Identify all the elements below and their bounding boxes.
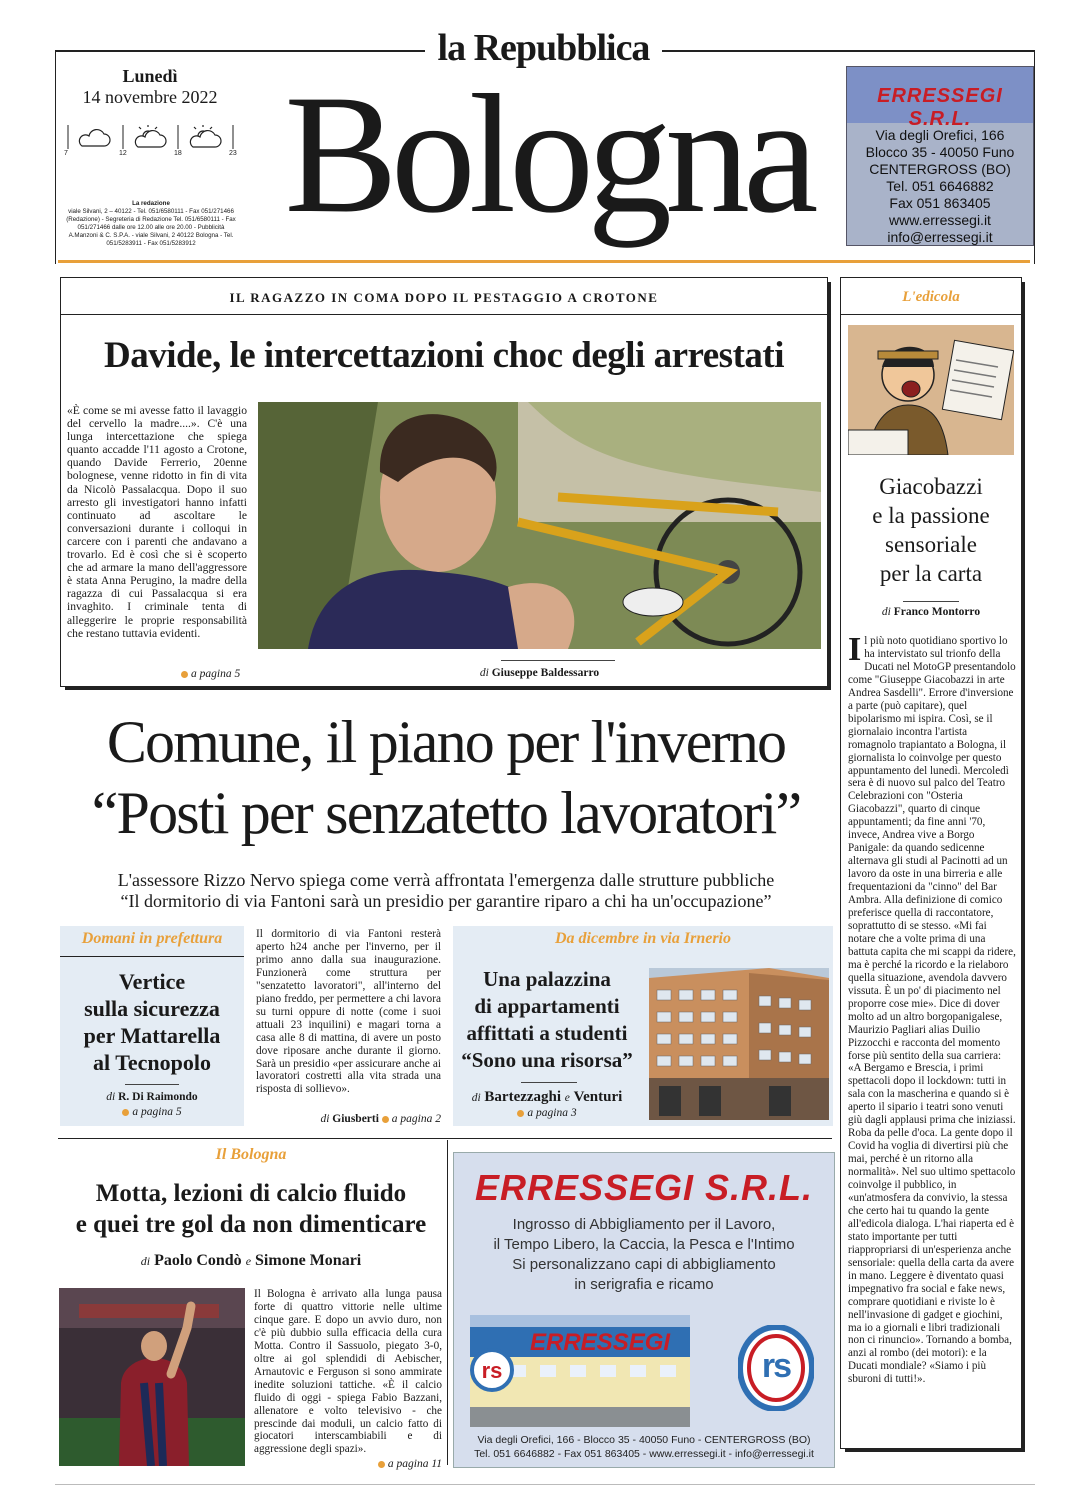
ad-top-line: Via degli Orefici, 166 xyxy=(875,127,1005,143)
byline-prefix: di xyxy=(106,1091,116,1103)
ad-bottom-line: Si personalizzano capi di abbigliamento xyxy=(512,1256,776,1273)
temp-4: 23 xyxy=(229,150,237,157)
ad-bottom-footer-line: Via degli Orefici, 166 - Blocco 35 - 40050 Funo - CENTERGROSS (BO) xyxy=(477,1434,811,1446)
city-title: Bologna xyxy=(284,60,812,248)
irnerio-box xyxy=(453,926,833,1126)
irnerio-headline-line: Una palazzina xyxy=(483,967,611,991)
byline-prefix: di xyxy=(471,1092,481,1104)
bologna-byline xyxy=(58,1252,444,1270)
date-block xyxy=(60,66,240,108)
ad-bottom-brand: ERRESSEGI S.R.L. xyxy=(474,1167,814,1208)
bullet-icon xyxy=(122,1109,129,1116)
bologna-headline[interactable] xyxy=(58,1178,444,1240)
edicola-headline-line: Giacobazzi xyxy=(879,474,983,499)
edicola-author: Franco Montorro xyxy=(893,606,981,618)
irnerio-author-2: Venturi xyxy=(573,1089,623,1105)
date: 14 novembre 2022 xyxy=(82,87,218,107)
cloud-icon xyxy=(79,130,110,146)
bullet-icon xyxy=(517,1110,524,1117)
ad-bottom-lines xyxy=(454,1215,834,1295)
edicola-body-text: l più noto quotidiano sportivo lo ha intervistato sul trionfo della Ducati nel MotoGP presentandolo come "Giuseppe Giacobazzi in arte Andrea Sasdelli". Errore d'inversione a parte (può capitare), quel bipolarismo mi ispira. Così, se il giornalaio incontra l'artista romagnolo trapiantato a Bologna, il giornalista lo coinvolge per questo appuntamento del lunedì. Mercoledì sera è di nuovo sul palco del Teatro Celebrazioni con "Osteria Giacobazzi", quarto di cinque appuntamenti; da fine anni '70, invece, Andrea vive a Borgo Panigale: da quando sedicenne alternava gli studi al Pacinotti ad un lavoro da oste in una birreria e alle frequentazioni da "cinno" del Bar Ambra. Alla definizione di comico preferisce quella di raccontatore, soprattutto di se stesso. «Mi fai notare che a volte prima di una battuta capita che mi scappi da ridere, ma è perché la ricordo e la rielaboro quella situazione, avendola davvero vissuta. È un po' di piacimento nel proporre cose mie». Dice di dover molto ad un altro borgopanigalese, Maurizio Pagliari alias Duilio Pizzocchi e racconta del momento forse più sentito della sua carriera: «A Bergamo e Brescia, i primi spettacoli dopo il lockdown: tutti in sala con la mascherina e quando si è aperto il sipario i teatri sono venuti giù dagli applausi prima che iniziassi. Roba da pelle d'oca. La gente dopo il Covid ha voglia di divertirsi più che mai, perché è un ritorno alla normalità». Nel suo ultimo spettacolo coinvolge il pubblico, in «un'atmosfera da convivio, la stessa che certo hai tu quando la gente all'edicola dialoga. L'hai riaperta ed è stato importante per tutti riappropriarsi di un'esperienza anche sensoriale: quella della carta da avere in mano. Leggere è diventato quasi impegnativo fra social e fake news, comprare quotidiani e riviste lo è nell'invasione di gadget e giochini, ma io a giornali e libri tradizionali non ci rinuncio». Tornando a bomba, anzi al rombo (dei motori): e la Ducati mondiale? «Siamo i più sburoni di tutti!». xyxy=(848,635,1016,1386)
redazione-box xyxy=(64,200,238,248)
ad-bottom-logo-text: rs xyxy=(761,1347,791,1385)
irnerio-headline-line: affittati a studenti xyxy=(466,1021,628,1045)
prefettura-headline[interactable] xyxy=(60,968,244,1076)
dormitorio-author: Giusberti xyxy=(332,1113,379,1125)
irnerio-author-1: Bartezzaghi xyxy=(484,1089,562,1105)
edicola-illustration xyxy=(848,325,1014,455)
ad-top-brand: ERRESSEGI S.R.L. xyxy=(877,85,1003,130)
bullet-icon xyxy=(382,1116,389,1123)
byline-prefix: di xyxy=(479,667,489,679)
sun-cloud-icon xyxy=(190,125,221,147)
prefettura-headline-line: Vertice xyxy=(118,969,186,994)
prefettura-page-ref[interactable] xyxy=(60,1106,244,1118)
lead-page-ref[interactable] xyxy=(181,668,240,680)
lead-headline[interactable]: Davide, le intercettazioni choc degli arrestati xyxy=(103,335,784,376)
lead-page-ref-label: a pagina 5 xyxy=(191,668,241,680)
ad-bottom-logo xyxy=(738,1325,814,1411)
dormitorio-page-ref-label: a pagina 2 xyxy=(391,1113,441,1125)
dropcap: I xyxy=(848,631,862,668)
prefettura-headline-line: per Mattarella xyxy=(83,1023,221,1048)
irnerio-headline[interactable] xyxy=(453,966,641,1074)
ad-bottom-footer-line: Tel. 051 6646882 - Fax 051 863405 - www.erressegi.it - info@erressegi.it xyxy=(474,1448,814,1460)
main-subhead-line: L'assessore Rizzo Nervo spiega come verrà affrontata l'emergenza dalle strutture pubbliche xyxy=(117,870,775,890)
main-subhead-line: “Il dormitorio di via Fantoni sarà un presidio per garantire riparo a chi ha un'occupazione” xyxy=(120,891,772,911)
main-headline-line-2: “Posti per senzatetto lavoratori” xyxy=(91,780,801,846)
irnerio-kicker: Da dicembre in via Irnerio xyxy=(555,930,731,947)
dormitorio-byline xyxy=(256,1113,441,1125)
weather-strip xyxy=(64,125,242,161)
ad-top[interactable] xyxy=(846,66,1034,246)
temp-1: 7 xyxy=(64,150,68,157)
ad-top-line: Tel. 051 6646882 xyxy=(886,178,994,194)
bologna-fc-section xyxy=(58,1140,444,1470)
byline-prefix: di xyxy=(320,1113,330,1125)
dormitorio-body: Il dormitorio di via Fantoni resterà aperto h24 anche per l'inverno, per il primo anno dalla sua inaugurazione. Funzionerà come struttura per "senzatetto lavoratori", all'interno del piano freddo, per permettere a chi lavora su turni oppure di notte (come i suoi attuali 23 inquilini) e magari torna a casa alle 8 di mattina, di avere un posto dove riposare anche durante il giorno. Sarà un presidio «per assicurare anche ai lavoratori costretti alla vita strada una risposta di sollievo». xyxy=(256,928,441,1096)
temp-3: 18 xyxy=(174,150,182,157)
lead-byline xyxy=(258,667,821,679)
svg-text:rs: rs xyxy=(481,1358,503,1383)
ad-bottom-building-sign: ERRESSEGI xyxy=(530,1329,671,1356)
prefettura-byline xyxy=(60,1091,244,1103)
lead-box xyxy=(60,277,828,687)
prefettura-kicker: Domani in prefettura xyxy=(81,930,223,947)
main-subhead xyxy=(55,870,837,912)
bologna-headline-line: Motta, lezioni di calcio fluido xyxy=(95,1180,407,1207)
bologna-page-ref-label: a pagina 11 xyxy=(387,1458,442,1470)
bologna-kicker: Il Bologna xyxy=(215,1146,287,1163)
byline-prefix: di xyxy=(881,606,891,618)
edicola-headline-line: per la carta xyxy=(879,561,983,586)
ad-bottom-footer xyxy=(454,1433,834,1461)
prefettura-author: R. Di Raimondo xyxy=(118,1091,198,1103)
ad-top-line: CENTERGROSS (BO) xyxy=(869,161,1011,177)
irnerio-photo xyxy=(649,968,829,1120)
bologna-photo xyxy=(59,1288,245,1466)
irnerio-byline xyxy=(453,1089,641,1106)
edicola-headline-line: e la passione xyxy=(872,503,990,528)
ad-top-line: www.erressegi.it xyxy=(889,212,991,228)
irnerio-headline-line: “Sono una risorsa” xyxy=(461,1048,633,1072)
bullet-icon xyxy=(181,671,188,678)
prefettura-headline-line: al Tecnopolo xyxy=(93,1050,211,1075)
lead-body: «È come se mi avesse fatto il lavaggio del cervello la madre....». C'è una lunga intercettazione che spiega quanto accadde l'11 agosto a Crotone, quando Davide Ferrerio, 20enne bolognese, venne ridotto in fin di vita da Nicolò Passalacqua. Dopo il suo arresto gli investigatori hanno infatti continuato ad ascoltare le conversazioni durante i colloqui in carcere con i parenti che andavano a trovarlo. Ed è così che si è scoperto che ad armare la mano dell'aggressore è stata Anna Perugino, la madre della ragazza di cui Passalacqua si era invaghito. I criminale tenta di alleggerire le proprie responsabilità che restano tuttavia evidenti. xyxy=(67,404,247,640)
bullet-icon xyxy=(378,1461,385,1468)
redazione-title: La redazione xyxy=(132,200,170,207)
weekday: Lunedì xyxy=(122,66,178,86)
temp-2: 12 xyxy=(119,150,127,157)
prefettura-box xyxy=(60,926,244,1126)
irnerio-headline-line: di appartamenti xyxy=(474,994,620,1018)
bologna-author-2: Simone Monari xyxy=(255,1252,362,1269)
ad-top-line: info@erressegi.it xyxy=(887,229,993,245)
ad-bottom-line: in serigrafia e ricamo xyxy=(574,1276,714,1293)
main-headline[interactable] xyxy=(55,707,837,849)
redazione-text: viale Silvani, 2 – 40122 - Tel. 051/6580111 - Fax 051/271466 (Redazione) - Segreteria di Redazione Tel. 051/6580111 - Fax 051/271466 dalle ore 12.00 alle ore 20.00 - Pubblicità A.Manzoni & C. S.P.A. - viale Silvani, 2 40122 Bologna - Tel. 051/5283911 - Fax 051/5283912 xyxy=(66,208,236,247)
edicola-kicker: L'edicola xyxy=(902,289,960,305)
ad-top-line: Blocco 35 - 40050 Funo xyxy=(865,144,1015,160)
bologna-author-1: Paolo Condò xyxy=(154,1252,242,1269)
irnerio-page-ref-label: a pagina 3 xyxy=(527,1107,577,1119)
edicola-headline[interactable] xyxy=(841,472,1021,588)
ad-bottom-building-photo xyxy=(470,1315,690,1427)
ad-top-lines xyxy=(847,127,1033,246)
ad-bottom-line: Ingrosso di Abbigliamento per il Lavoro, xyxy=(512,1216,776,1233)
edicola-byline xyxy=(841,606,1021,618)
bologna-page-ref[interactable] xyxy=(254,1458,442,1470)
ad-bottom-line: il Tempo Libero, la Caccia, la Pesca e l'Intimo xyxy=(493,1236,795,1253)
lead-kicker: IL RAGAZZO IN COMA DOPO IL PESTAGGIO A CROTONE xyxy=(229,290,659,305)
prefettura-headline-line: sulla sicurezza xyxy=(84,996,220,1021)
byline-prefix: di xyxy=(140,1254,151,1268)
edicola-box xyxy=(840,277,1022,1449)
bologna-body: Il Bologna è arrivato alla lunga pausa forte di quattro vittorie nelle ultime cinque gare. E dopo un avvio duro, non c'è più dubbio sulla efficacia della cura Motta. Contro il Sassuolo, piegato 3-0, oltre ai gol splendidi di Aebischer, Arnautovic e Ferguson si sono ammirate inedite soluzioni tattiche. «È il calcio fluido di oggi - spiega Fabio Bazzani, allenatore e volto televisivo - che prescinde dai moduli, un calcio fatto di giocatori interscambiabili e di aggressione degli spazi». xyxy=(254,1288,442,1456)
dormitorio-page-ref[interactable] xyxy=(382,1113,441,1125)
prefettura-page-ref-label: a pagina 5 xyxy=(132,1106,182,1118)
sun-cloud-icon xyxy=(135,125,166,147)
lead-photo xyxy=(258,402,821,649)
paper-name: la Repubblica xyxy=(437,27,650,69)
main-headline-line-1: Comune, il piano per l'inverno xyxy=(106,709,786,775)
edicola-body xyxy=(848,631,1016,1386)
irnerio-page-ref[interactable] xyxy=(453,1107,641,1119)
ad-bottom[interactable] xyxy=(453,1152,835,1468)
bologna-headline-line: e quei tre gol da non dimenticare xyxy=(75,1211,427,1238)
masthead-rule xyxy=(58,260,1030,263)
byline-conjunction: e xyxy=(245,1254,252,1268)
edicola-headline-line: sensoriale xyxy=(885,532,977,557)
ad-top-line: Fax 051 863405 xyxy=(889,195,991,211)
byline-conjunction: e xyxy=(564,1092,570,1104)
lead-author: Giuseppe Baldessarro xyxy=(491,667,600,679)
